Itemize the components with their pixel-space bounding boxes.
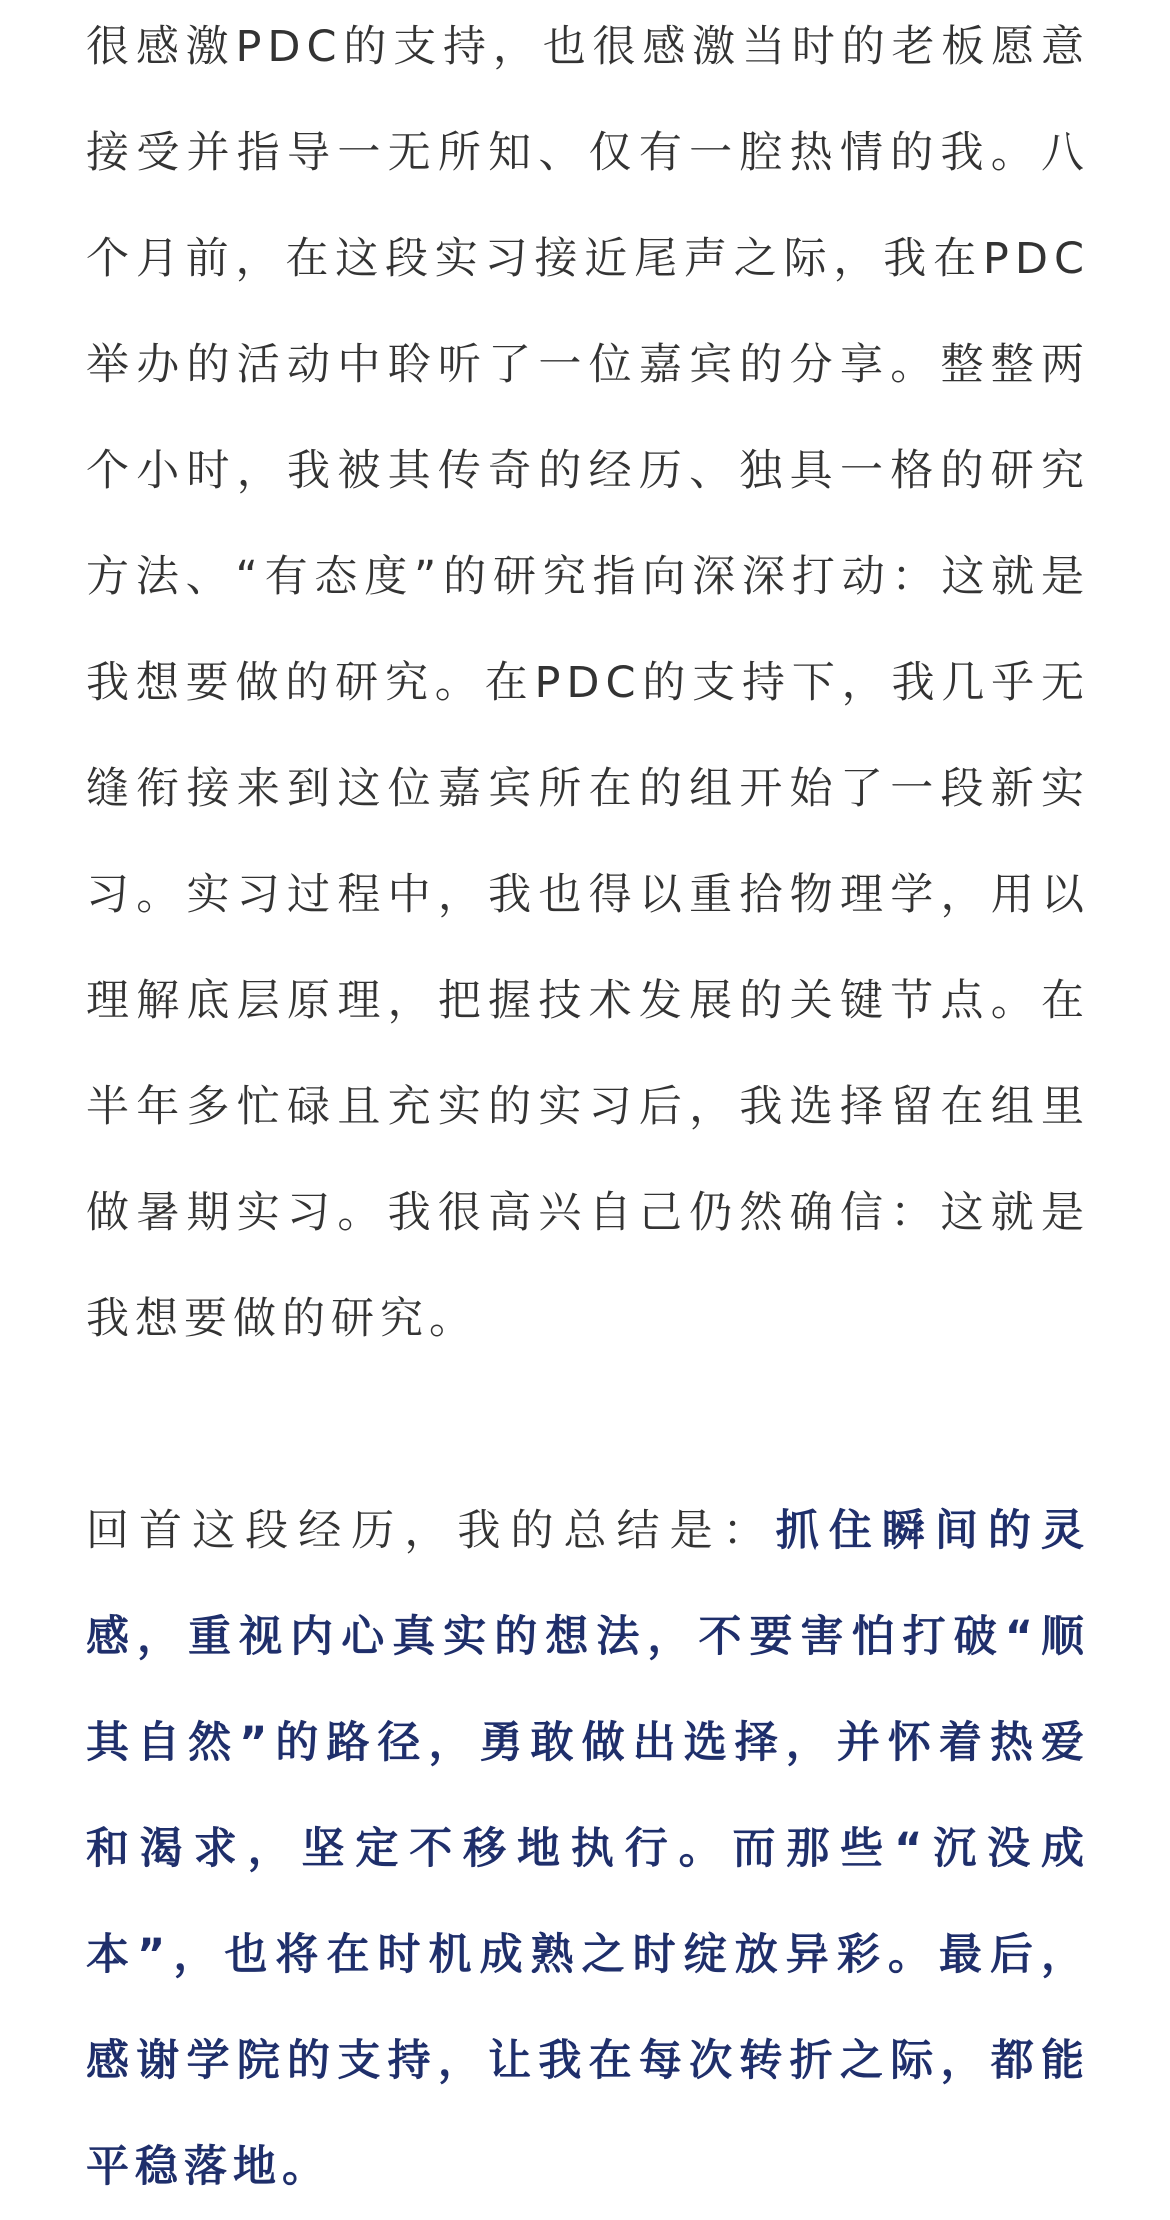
paragraph-2-highlight: 抓住瞬间的灵感，重视内心真实的想法，不要害怕打破“顺其自然”的路径，勇敢做出选择，并怀着热爱和渴求，坚定不移地执行。而那些“沉没成本”，也将在时机成熟之时绽放异彩。最后，感谢学院的支持，让我在每次转折之际，都能平稳落地。 — [86, 1506, 1091, 2192]
article-paragraph-2 — [86, 1478, 1090, 2220]
article-paragraph-1: 很感激PDC的支持，也很感激当时的老板愿意接受并指导一无所知、仅有一腔热情的我。八个月前，在这段实习接近尾声之际，我在PDC举办的活动中聆听了一位嘉宾的分享。整整两个小时，我被其传奇的经历、独具一格的研究方法、“有态度”的研究指向深深打动：这就是我想要做的研究。在PDC的支持下，我几乎无缝衔接来到这位嘉宾所在的组开始了一段新实习。实习过程中，我也得以重拾物理学，用以理解底层原理，把握技术发展的关键节点。在半年多忙碌且充实的实习后，我选择留在组里做暑期实习。我很高兴自己仍然确信：这就是我想要做的研究。 — [86, 22, 1090, 1344]
paragraph-2-intro: 回首这段经历，我的总结是： — [86, 1506, 776, 1556]
